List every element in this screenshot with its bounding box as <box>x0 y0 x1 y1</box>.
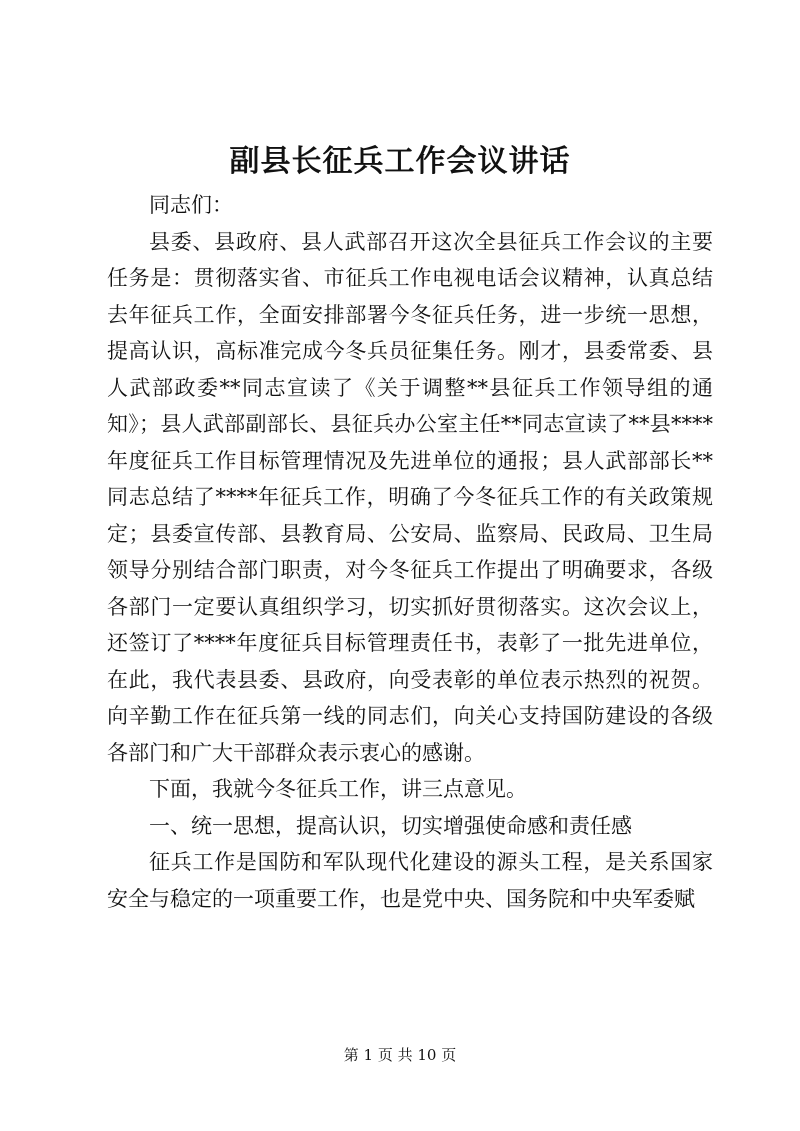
section-heading-1: 一、统一思想，提高认识，切实增强使命感和责任感 <box>149 813 632 838</box>
paragraph-salutation: 同志们： <box>149 193 233 217</box>
page-number-footer: 第 1 页 共 10 页 <box>343 1046 457 1064</box>
document-title: 副县长征兵工作会议讲话 <box>229 144 571 179</box>
paragraph-section-1: 征兵工作是国防和军队现代化建设的源头工程，是关系国家安全与稳定的一项重要工作，也是党中央、国务院和中央军委赋 <box>107 850 713 911</box>
paragraph-intro: 县委、县政府、县人武部召开这次全县征兵工作会议的主要任务是：贯彻落实省、市征兵工作电视电话会议精神，认真总结去年征兵工作，全面安排部署今冬征兵任务，进一步统一思想，提高认识，高标准完成今冬兵员征集任务。刚才，县委常委、县人武部政委**同志宣读了《关于调整**县征兵工作领导组的通知》；县人武部副部长、县征兵办公室主任**同志宣读了**县****年度征兵工作目标管理情况及先进单位的通报；县人武部部长**同志总结了****年征兵工作，明确了今冬征兵工作的有关政策规定；县委宣传部、县教育局、公安局、监察局、民政局、卫生局领导分别结合部门职责，对今冬征兵工作提出了明确要求，各级各部门一定要认真组织学习，切实抓好贯彻落实。这次会议上，还签订了****年度征兵目标管理责任书，表彰了一批先进单位，在此，我代表县委、县政府，向受表彰的单位表示热烈的祝贺。向辛勤工作在征兵第一线的同志们，向关心支持国防建设的各级各部门和广大干部群众表示衷心的感谢。 <box>107 229 713 765</box>
paragraph-outline: 下面，我就今冬征兵工作，讲三点意见。 <box>149 777 527 801</box>
document-body <box>107 187 713 917</box>
